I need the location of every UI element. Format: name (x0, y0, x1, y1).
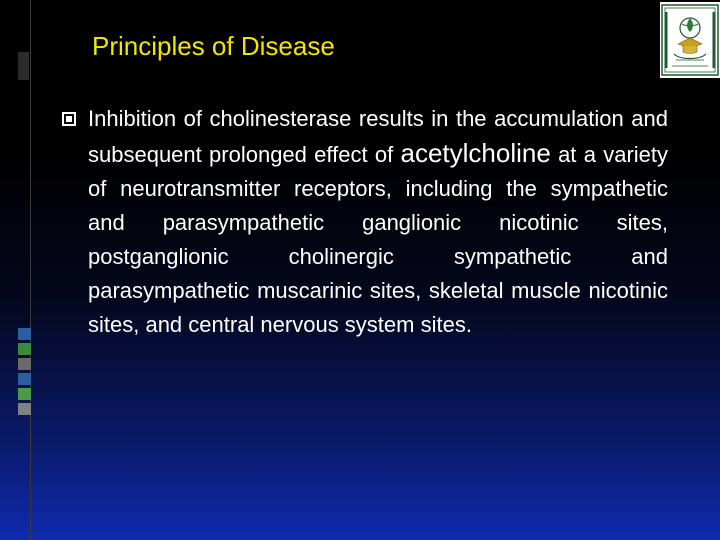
left-marker-block (18, 52, 29, 80)
accent-bar (18, 373, 31, 385)
paragraph-text-end: at a variety of neurotransmitter receptors, including the sympathetic and parasympathetic ganglionic nicotinic sites, postganglionic cholinergic sympathetic and parasympathetic muscarinic sites, skeletal muscle nicotinic sites, and central nervous system sites. (88, 142, 669, 337)
university-seal-icon (660, 2, 720, 78)
accent-bar (18, 403, 31, 415)
accent-bar-stack (18, 328, 31, 418)
square-bullet-icon (62, 112, 76, 131)
accent-bar (18, 343, 31, 355)
accent-bar (18, 388, 31, 400)
accent-bar (18, 358, 31, 370)
emphasized-term: acetylcholine (400, 138, 551, 168)
bullet-paragraph (88, 102, 668, 342)
left-divider (30, 0, 31, 540)
accent-bar (18, 328, 31, 340)
slide-title: Principles of Disease (92, 31, 335, 61)
paragraph-text-start: Inhibition of cholinesterase results in the accumulation and subsequent prolonged effect of (88, 106, 668, 167)
